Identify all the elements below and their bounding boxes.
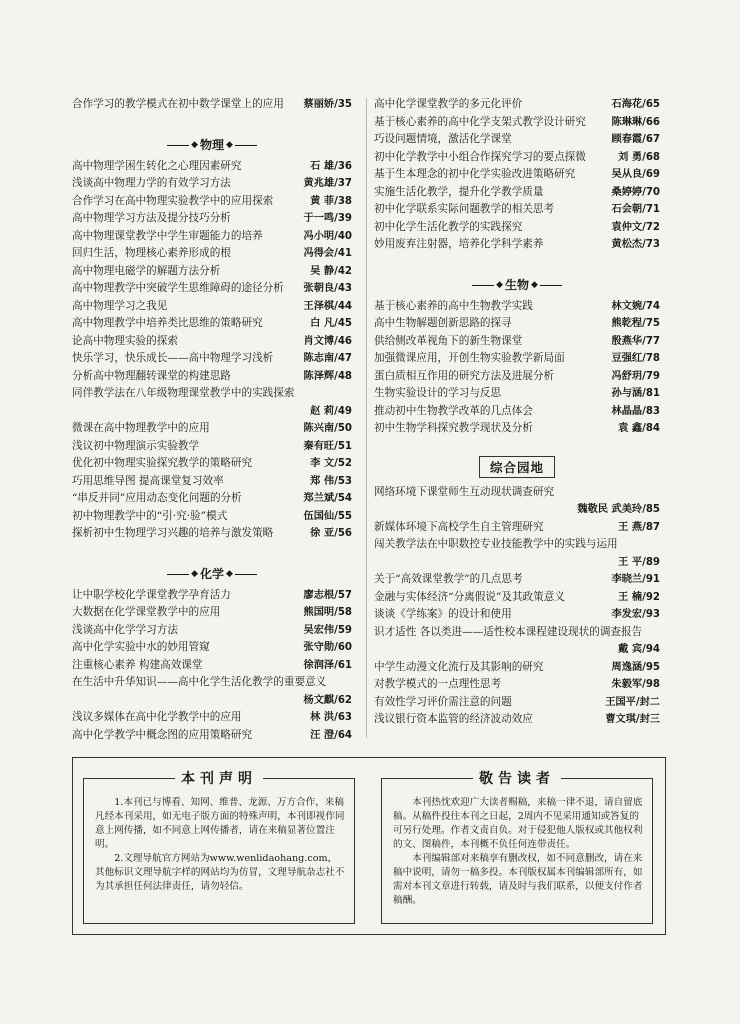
entry-author-page: 曹文琪/封三	[605, 714, 660, 725]
entry-title: 生物实验设计的学习与反思	[374, 387, 502, 399]
toc-entry[interactable]	[374, 694, 660, 712]
entry-title: 高中物理学困生转化之心理因素研究	[72, 159, 242, 172]
toc-entry[interactable]	[374, 624, 660, 659]
entry-title: 谈谈《学练案》的设计和使用	[374, 608, 512, 620]
toc-entry[interactable]	[72, 245, 352, 263]
toc-entry[interactable]	[72, 455, 352, 473]
entry-title: 初中化学生活化教学的实践探究	[374, 220, 523, 233]
entry-author-page: 秦有旺/51	[303, 440, 352, 452]
toc-entry[interactable]	[374, 589, 660, 607]
entry-title: 推动初中生物教学改革的几点体会	[374, 404, 533, 417]
toc-entry[interactable]	[72, 263, 352, 281]
toc-entry[interactable]	[374, 519, 660, 537]
entry-author-page: 陈琳琳/66	[611, 116, 660, 128]
entry-title: 初中化学联系实际问题教学的相关思考	[374, 203, 555, 215]
toc-entry[interactable]	[72, 674, 352, 709]
entry-author-page: 熊国明/58	[303, 607, 352, 618]
entry-title: 妙用废弃注射器，培养化学科学素养	[374, 238, 544, 250]
toc-entry[interactable]	[374, 96, 660, 114]
entry-author-page: 吴从良/69	[611, 169, 660, 180]
toc-entry[interactable]	[72, 490, 352, 508]
entry-title: 在生活中升华知识——高中化学生活化教学的重要意义	[72, 676, 327, 688]
entry-author-page: 石会朝/71	[611, 204, 660, 215]
toc-entry[interactable]	[72, 709, 352, 727]
section-header-physics: ◆ 物理 ◆	[72, 132, 352, 158]
entry-author-page: 殷燕华/77	[611, 335, 660, 347]
section-header-garden	[374, 456, 660, 478]
toc-entry[interactable]	[72, 508, 352, 526]
section-title-garden: 综合园地	[479, 456, 555, 478]
entry-title: 浅议多媒体在高中化学教学中的应用	[72, 711, 242, 723]
entry-author-page: 桑婷婷/70	[611, 186, 660, 198]
entry-title: 新媒体环境下高校学生自主管理研究	[374, 520, 544, 533]
entry-title: 蛋白质相互作用的研究方法及进展分析	[374, 369, 555, 382]
toc-group-chemistry	[72, 587, 352, 745]
toc-entry[interactable]	[72, 193, 352, 211]
toc-entry[interactable]	[374, 333, 660, 351]
entry-author-page: 徐润泽/61	[303, 659, 352, 671]
entry-author-page: 蔡丽娇/35	[303, 99, 352, 110]
entry-author-page: 肖文博/46	[303, 335, 352, 347]
entry-author-page: 冯舒玥/79	[611, 370, 660, 382]
entry-author-page: 郑兰斌/54	[303, 493, 352, 504]
entry-title: 巧设问题情境，激活化学课堂	[374, 133, 512, 145]
toc-entry[interactable]	[72, 622, 352, 640]
entry-author-page: 王 平/89	[618, 556, 660, 568]
entry-title: 识才适性 各以类进——适性校本课程建设现状的调查报告	[374, 625, 643, 638]
entry-title: 浅议银行资本监管的经济波动效应	[374, 713, 533, 725]
toc-entry[interactable]	[72, 604, 352, 622]
entry-author-page: 陈兴南/50	[303, 423, 352, 434]
entry-title: 高中化学实验中水的妙用管窥	[72, 641, 210, 653]
readers-notice-paragraph: 本刊编辑部对来稿享有删改权，如不同意删改，请在来稿中说明，请勿一稿多投。本刊版权属本刊编辑部所有，如需对本刊文章进行转载，请及时与我们联系，以便支付作者稿酬。	[393, 853, 643, 906]
toc-entry[interactable]	[374, 571, 660, 589]
entry-author-page: 袁 鑫/84	[618, 423, 660, 434]
toc-entry[interactable]	[374, 711, 660, 729]
entry-title: 高中物理教学中突破学生思维障碍的途径分析	[72, 282, 284, 294]
entry-author-page: 伍国仙/55	[303, 510, 352, 522]
entry-title: 同伴教学法在八年级物理课堂教学中的实践探索	[72, 387, 295, 399]
toc-entry[interactable]	[72, 368, 352, 386]
entry-author-page: 孙与涵/81	[611, 388, 660, 399]
entry-title: “串反并同”应用动态变化问题的分析	[72, 492, 242, 504]
entry-author-page: 戴 宾/94	[618, 644, 660, 655]
entry-title: 基于核心素养的高中化学支架式教学设计研究	[374, 115, 586, 128]
entry-title: 基于核心素养的高中生物教学实践	[374, 299, 533, 312]
toc-entry[interactable]	[72, 158, 352, 176]
entry-author-page: 张守勋/60	[303, 642, 352, 653]
toc-entry[interactable]	[374, 385, 660, 403]
toc-entry[interactable]	[374, 201, 660, 219]
entry-author-page: 李 文/52	[310, 458, 352, 469]
entry-title: 注重核心素养 构建高效课堂	[72, 658, 203, 671]
toc-left-column	[72, 96, 352, 744]
entry-author-page: 王国平/封二	[605, 696, 660, 708]
entry-author-page: 袁仲文/72	[611, 221, 660, 233]
section-title-physics: 物理	[199, 137, 224, 152]
entry-title: 对教学模式的一点理性思考	[374, 678, 502, 690]
toc-right-column	[374, 96, 660, 729]
entry-title: 初中生物学科探究教学现状及分析	[374, 422, 533, 434]
toc-entry[interactable]	[72, 525, 352, 543]
toc-entry[interactable]	[374, 403, 660, 421]
toc-entry[interactable]	[72, 175, 352, 193]
entry-title: 高中化学课堂教学的多元化评价	[374, 98, 523, 110]
entry-title: 论高中物理实验的探索	[72, 334, 178, 347]
toc-entry[interactable]	[374, 166, 660, 184]
entry-title: 合作学习在高中物理实验教学中的应用探索	[72, 194, 274, 207]
entry-author-page: 郑 伟/53	[310, 475, 352, 487]
entry-title: 探析初中生物理学习兴趣的培养与激发策略	[72, 527, 274, 539]
toc-entry[interactable]	[374, 236, 660, 254]
statement-paragraph: 1.本刊已与博看、知网、维普、龙源、万方合作，来稿凡经本刊采用，如无电子版方面的特殊声明，本刊即视作同意上网传播，如不同意上网传播者，请在来稿显著位置注明。	[95, 797, 345, 850]
toc-entry[interactable]	[374, 184, 660, 202]
toc-entry[interactable]	[72, 228, 352, 246]
toc-entry[interactable]	[374, 606, 660, 624]
toc-group-biology	[374, 298, 660, 438]
toc-group-garden	[374, 484, 660, 729]
entry-author-page: 王 楠/92	[618, 591, 660, 603]
toc-entry[interactable]	[374, 420, 660, 438]
entry-author-page: 熊乾程/75	[611, 318, 660, 329]
entry-author-page: 吴宏伟/59	[303, 624, 352, 636]
toc-entry[interactable]	[72, 350, 352, 368]
entry-author-page: 于一鸣/39	[303, 213, 352, 224]
entry-author-page: 李发宏/93	[611, 609, 660, 620]
toc-entry[interactable]	[374, 536, 660, 571]
toc-entry[interactable]	[374, 484, 660, 519]
entry-author-page: 刘 勇/68	[618, 151, 660, 163]
entry-author-page: 杨文麒/62	[303, 694, 352, 706]
entry-title: 初中化学教学中小组合作探究学习的要点探微	[374, 150, 586, 163]
toc-group-physics	[72, 158, 352, 543]
entry-title: 巧用思维导图 提高课堂复习效率	[72, 474, 224, 487]
entry-author-page: 王 燕/87	[618, 521, 660, 533]
entry-title: 大数据在化学课堂教学中的应用	[72, 606, 221, 618]
entry-author-page: 顾春霞/67	[611, 134, 660, 145]
toc-entry[interactable]	[72, 385, 352, 420]
readers-notice-title: 敬告读者	[473, 771, 561, 787]
entry-title: 高中物理电磁学的解题方法分析	[72, 264, 221, 277]
toc-entry[interactable]	[374, 298, 660, 316]
entry-title: 浅谈高中化学学习方法	[72, 623, 178, 636]
toc-entry[interactable]	[72, 657, 352, 675]
entry-title: 高中物理学习方法及提分技巧分析	[72, 212, 231, 224]
entry-title: 基于生本理念的初中化学实验改进策略研究	[374, 168, 576, 180]
entry-author-page: 林晶晶/83	[611, 405, 660, 417]
entry-title: 分析高中物理翻转课堂的构建思路	[72, 369, 231, 382]
toc-entry[interactable]	[374, 315, 660, 333]
entry-title: 实施生活化教学，提升化学教学质量	[374, 185, 544, 198]
entry-author-page: 林 洪/63	[310, 712, 352, 723]
entry-title: 高中物理学习之我见	[72, 299, 168, 312]
entry-title: 高中生物解题创新思路的探寻	[374, 317, 512, 329]
toc-entry[interactable]	[374, 368, 660, 386]
entry-title: 高中物理课堂教学中学生审题能力的培养	[72, 229, 263, 242]
entry-author-page: 张朝良/43	[303, 283, 352, 294]
section-title-biology: 生物	[504, 277, 529, 292]
entry-title: 初中物理教学中的“引·究·验”模式	[72, 509, 228, 522]
entry-title: 浅谈高中物理力学的有效学习方法	[72, 177, 231, 189]
toc-entry[interactable]	[72, 96, 352, 114]
entry-author-page: 周逸涵/95	[611, 661, 660, 673]
toc-entry[interactable]	[374, 659, 660, 677]
toc-entry[interactable]	[374, 676, 660, 694]
section-header-chemistry: ◆ 化学 ◆	[72, 561, 352, 587]
readers-notice-paragraph: 本刊热忱欢迎广大读者赐稿，来稿一律不退，请自留底稿。从稿件投往本刊之日起，2周内不见采用通知或答复的可另行处理。作者文责自负。对于侵犯他人版权或其他权利的文、图稿件，本刊概不负任何连带责任。	[393, 797, 643, 850]
entry-title: 让中职学校化学课堂教学孕育活力	[72, 588, 231, 601]
entry-title: 金融与实体经济“分离假说”及其政策意义	[374, 590, 565, 603]
entry-author-page: 汪 澄/64	[310, 729, 352, 741]
entry-author-page: 石 雄/36	[310, 160, 352, 172]
toc-group-top	[72, 96, 352, 114]
toc-entry[interactable]	[72, 473, 352, 491]
section-title-chemistry: 化学	[199, 566, 224, 581]
entry-title: 微课在高中物理教学中的应用	[72, 422, 210, 434]
section-header-biology: ◆ 生物 ◆	[374, 272, 660, 298]
notices-panel	[72, 757, 666, 935]
entry-title: 高中化学教学中概念图的应用策略研究	[72, 728, 253, 741]
statement-box	[83, 766, 355, 924]
entry-title: 回归生活，物理核心素养形成的根	[72, 247, 231, 259]
entry-author-page: 冯小明/40	[303, 230, 352, 242]
entry-author-page: 林文婉/74	[611, 300, 660, 312]
entry-author-page: 豆强红/78	[611, 353, 660, 364]
toc-entry[interactable]	[72, 639, 352, 657]
entry-author-page: 冯得会/41	[303, 248, 352, 259]
toc-entry[interactable]	[374, 350, 660, 368]
entry-author-page: 陈泽辉/48	[303, 370, 352, 382]
toc-entry[interactable]	[72, 587, 352, 605]
entry-author-page: 朱毅军/98	[611, 679, 660, 690]
toc-entry[interactable]	[374, 149, 660, 167]
entry-author-page: 黄 菲/38	[310, 195, 352, 207]
entry-title: 高中物理教学中培养类比思维的策略研究	[72, 317, 263, 329]
entry-author-page: 魏敬民 武美玲/85	[577, 504, 660, 515]
toc-entry[interactable]	[72, 298, 352, 316]
toc-entry[interactable]	[72, 280, 352, 298]
entry-title: 闯关教学法在中职数控专业技能教学中的实践与运用	[374, 538, 618, 550]
entry-author-page: 石海花/65	[611, 99, 660, 110]
toc-group-chemistry-cont	[374, 96, 660, 254]
toc-entry[interactable]	[374, 114, 660, 132]
statement-paragraph: 2.文理导航官方网站为www.wenlidaohang.com，其他标识文理导航字样的网站均为仿冒，文理导航杂志社不为其承担任何法律责任，请勿轻信。	[95, 853, 345, 892]
toc-entry[interactable]	[72, 315, 352, 333]
entry-author-page: 李晓兰/91	[611, 574, 660, 585]
entry-title: 加强微课应用，开创生物实验教学新局面	[374, 352, 565, 364]
entry-author-page: 王泽棋/44	[303, 300, 352, 312]
entry-title: 中学生动漫文化流行及其影响的研究	[374, 660, 544, 673]
entry-author-page: 黄松杰/73	[611, 239, 660, 250]
entry-title: 有效性学习评价需注意的问题	[374, 695, 512, 708]
readers-notice-box	[381, 766, 653, 924]
entry-author-page: 吴 静/42	[310, 265, 352, 277]
toc-entry[interactable]	[72, 438, 352, 456]
toc-entry[interactable]	[72, 210, 352, 228]
toc-entry[interactable]	[374, 131, 660, 149]
entry-author-page: 赵 莉/49	[310, 405, 352, 417]
statement-title: 本刊声明	[175, 771, 263, 787]
entry-title: 浅议初中物理演示实验教学	[72, 439, 200, 452]
entry-author-page: 黄兆雄/37	[303, 178, 352, 189]
entry-title: 关于“高效课堂教学”的几点思考	[374, 573, 523, 585]
toc-entry[interactable]	[72, 727, 352, 745]
entry-title: 快乐学习，快乐成长——高中物理学习浅析	[72, 352, 274, 364]
entry-author-page: 廖志根/57	[303, 589, 352, 601]
entry-title: 优化初中物理实验探究教学的策略研究	[72, 457, 253, 469]
column-divider	[366, 98, 367, 738]
entry-author-page: 白 凡/45	[310, 318, 352, 329]
entry-title: 供给侧改革视角下的新生物课堂	[374, 334, 523, 347]
entry-title: 合作学习的教学模式在初中数学课堂上的应用	[72, 98, 284, 110]
entry-author-page: 徐 亚/56	[310, 528, 352, 539]
entry-title: 网络环境下课堂师生互动现状调查研究	[374, 485, 555, 498]
toc-entry[interactable]	[374, 219, 660, 237]
entry-author-page: 陈志南/47	[303, 353, 352, 364]
toc-entry[interactable]	[72, 333, 352, 351]
toc-entry[interactable]	[72, 420, 352, 438]
